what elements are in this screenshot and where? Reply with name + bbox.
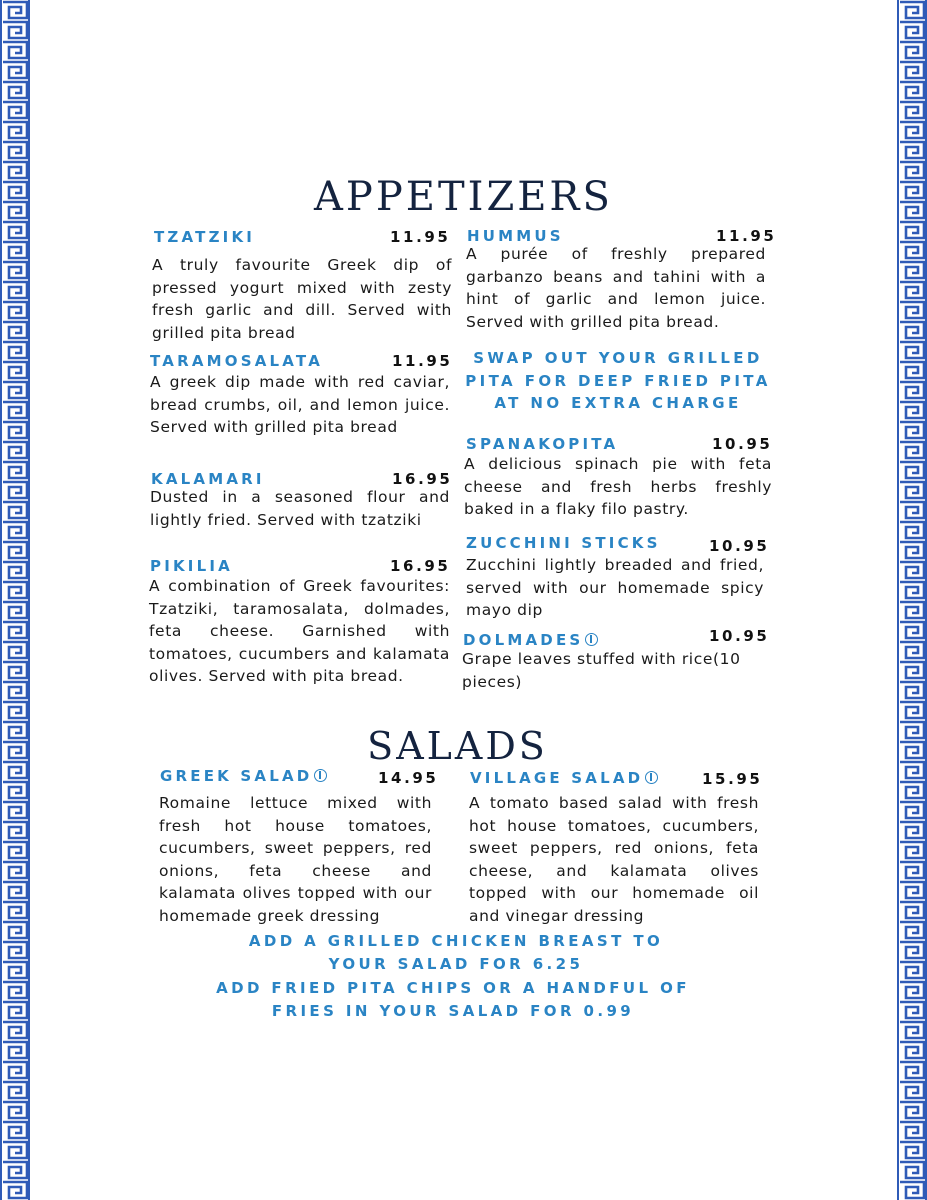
village-salad-name: VILLAGE SALAD <box>470 769 644 787</box>
hummus-price: 11.95 <box>716 227 777 245</box>
spanakopita-name: SPANAKOPITA <box>466 435 619 453</box>
zucchini-sticks-name: ZUCCHINI STICKS <box>466 534 661 552</box>
village-salad-price: 15.95 <box>702 770 763 788</box>
gluten-free-icon <box>585 633 598 646</box>
kalamari-name: KALAMARI <box>151 470 265 488</box>
greek-salad-price: 14.95 <box>378 769 439 787</box>
dolmades-description: Grape leaves stuffed with rice(10 pieces) <box>462 650 741 691</box>
taramosalata-price: 11.95 <box>392 352 453 370</box>
village-salad-name-row <box>470 769 658 787</box>
pikilia-name: PIKILIA <box>150 557 233 575</box>
zucchini-sticks-description: Zucchini lightly breaded and fried, served with our homemade spicy mayo dip <box>466 556 764 619</box>
swap-pita-note: SWAP OUT YOUR GRILLED PITA FOR DEEP FRIED PITA AT NO EXTRA CHARGE <box>465 349 771 412</box>
tzatziki-name: TZATZIKI <box>154 228 256 246</box>
tzatziki-description: A truly favourite Greek dip of pressed yogurt mixed with zesty fresh garlic and dill. Served with grilled pita bread <box>152 256 452 342</box>
dolmades-name: DOLMADES <box>463 631 584 649</box>
hummus-name: HUMMUS <box>467 227 564 245</box>
pikilia-price: 16.95 <box>390 557 451 575</box>
salads-heading: SALADS <box>367 724 548 768</box>
gluten-free-icon <box>314 769 327 782</box>
gluten-free-icon <box>645 771 658 784</box>
tzatziki-price: 11.95 <box>390 228 451 246</box>
greek-salad-description: Romaine lettuce mixed with fresh hot house tomatoes, cucumbers, sweet peppers, red onions, feta cheese and kalamata olives topped with our homemade greek dressing <box>159 794 432 925</box>
dolmades-price: 10.95 <box>709 627 770 645</box>
pita-chips-addon-note: ADD FRIED PITA CHIPS OR A HANDFUL OF FRIES IN YOUR SALAD FOR 0.99 <box>216 979 690 1020</box>
kalamari-price: 16.95 <box>392 470 453 488</box>
pikilia-description: A combination of Greek favourites: Tzatziki, taramosalata, dolmades, feta cheese. Garnished with tomatoes, cucumbers and kalamata olives. Served with pita bread. <box>149 577 450 685</box>
spanakopita-price: 10.95 <box>712 435 773 453</box>
village-salad-description: A tomato based salad with fresh hot house tomatoes, cucumbers, sweet peppers, red onions, feta cheese, and kalamata olives topped with our homemade oil and vinegar dressing <box>469 794 759 925</box>
dolmades-name-row <box>463 631 598 649</box>
hummus-description: A purée of freshly prepared garbanzo beans and tahini with a hint of garlic and lemon juice. Served with grilled pita bread. <box>466 245 766 331</box>
greek-salad-name-row <box>160 767 327 785</box>
appetizers-heading: APPETIZERS <box>314 174 613 220</box>
spanakopita-description: A delicious spinach pie with feta cheese and fresh herbs freshly baked in a flaky filo pastry. <box>464 455 772 518</box>
kalamari-description: Dusted in a seasoned flour and lightly fried. Served with tzatziki <box>150 488 450 529</box>
taramosalata-description: A greek dip made with red caviar, bread crumbs, oil, and lemon juice. Served with grilled pita bread <box>150 373 450 436</box>
chicken-addon-note: ADD A GRILLED CHICKEN BREAST TO YOUR SALAD FOR 6.25 <box>248 932 664 973</box>
zucchini-sticks-price: 10.95 <box>709 537 770 555</box>
taramosalata-name: TARAMOSALATA <box>150 352 324 370</box>
greek-salad-name: GREEK SALAD <box>160 767 313 785</box>
